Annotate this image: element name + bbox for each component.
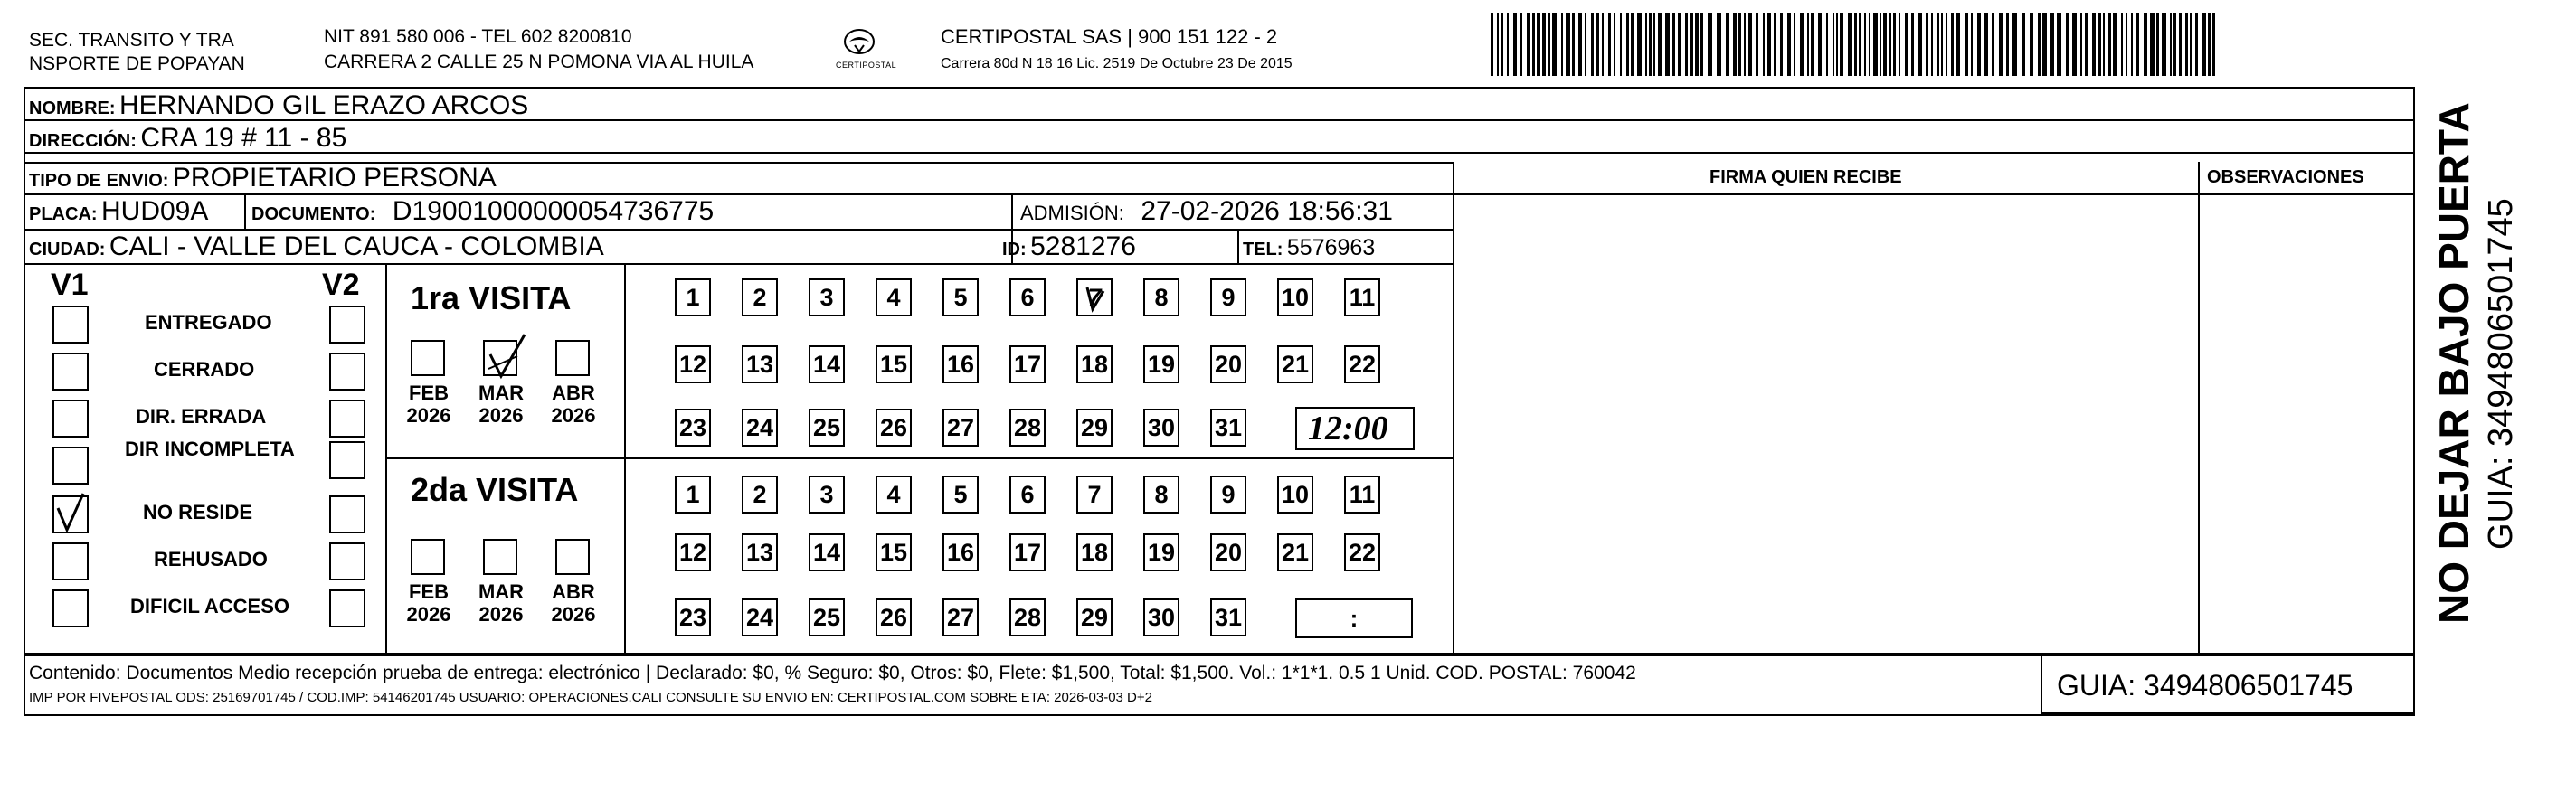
v2-checkbox-1[interactable] [329, 306, 365, 344]
visit2-day-box[interactable] [675, 533, 711, 571]
visit1-day-number: 31 [1214, 413, 1243, 441]
visit2-day-number: 25 [812, 603, 841, 631]
visit2-time-field[interactable] [1295, 598, 1413, 638]
visit2-day-box[interactable] [809, 533, 845, 571]
signature-area[interactable] [1454, 195, 2196, 651]
visit1-month-year: 2026 [478, 404, 524, 428]
visit1-day-box[interactable] [742, 278, 778, 316]
v1-label: V1 [51, 268, 89, 302]
certipostal-logo [830, 24, 897, 74]
visit1-day-box[interactable] [1344, 345, 1380, 383]
visit2-day-box[interactable] [1277, 533, 1313, 571]
visit1-day-box[interactable] [1210, 345, 1246, 383]
logo-text: CERTIPOSTAL [836, 61, 897, 70]
visit1-day-number: 14 [812, 350, 841, 378]
visit1-day-box[interactable] [809, 345, 845, 383]
plate-row [29, 198, 208, 225]
sender-line-2: NSPORTE DE POPAYAN [29, 53, 245, 74]
visit2-day-number: 5 [953, 480, 968, 508]
v1-checkbox-6[interactable] [52, 542, 89, 580]
id-label: ID: [1002, 240, 1027, 259]
visit2-day-number: 29 [1080, 603, 1109, 631]
visit2-day-box[interactable] [876, 598, 912, 636]
visit1-month-checkbox-abr[interactable] [555, 340, 590, 376]
visit1-day-number: 15 [879, 350, 908, 378]
visit2-month-checkbox-feb[interactable] [411, 539, 445, 575]
visit1-day-number: 10 [1281, 283, 1310, 311]
visit2-day-number: 2 [753, 480, 767, 508]
v1-checkbox-2[interactable] [52, 353, 89, 391]
visit2-day-box[interactable] [1210, 476, 1246, 514]
visit1-day-box[interactable] [742, 345, 778, 383]
visit1-day-box[interactable] [1277, 345, 1313, 383]
visit2-day-box[interactable] [742, 598, 778, 636]
visit2-month-label [474, 580, 528, 627]
visit1-day-box[interactable] [742, 409, 778, 447]
visit1-day-number: 4 [886, 283, 901, 311]
plate-label: PLACA: [29, 204, 98, 224]
visit2-day-number: 3 [819, 480, 834, 508]
address-label: DIRECCIÓN: [29, 131, 137, 151]
visit1-month-label [474, 382, 528, 428]
visit2-day-box[interactable] [1344, 533, 1380, 571]
visit2-day-box[interactable] [942, 598, 979, 636]
visit2-month-year: 2026 [478, 603, 524, 627]
visit1-day-box[interactable] [1210, 278, 1246, 316]
id-row [1002, 233, 1136, 260]
type-value: PROPIETARIO PERSONA [172, 163, 497, 193]
visit1-time: 12:00 [1308, 410, 1388, 448]
visit1-month-name: ABR [552, 382, 595, 404]
type-label: TIPO DE ENVIO: [29, 171, 169, 191]
visit1-day-box[interactable] [876, 278, 912, 316]
name-value: HERNANDO GIL ERAZO ARCOS [119, 90, 529, 120]
tel-row [1243, 237, 1375, 259]
visit1-day-number: 27 [946, 413, 975, 441]
visit2-day-box[interactable] [1210, 533, 1246, 571]
address-value: CRA 19 # 11 - 85 [140, 123, 347, 153]
visit1-day-number: 30 [1147, 413, 1176, 441]
visit1-day-box[interactable] [1143, 278, 1179, 316]
visit1-day-number: 12 [678, 350, 707, 378]
plate-value: HUD09A [101, 196, 209, 226]
visit1-day-box[interactable] [1009, 278, 1046, 316]
visit2-day-number: 6 [1020, 480, 1035, 508]
visit2-day-number: 12 [678, 538, 707, 566]
visit1-month-label [546, 382, 601, 428]
status-option-label: ENTREGADO [145, 311, 272, 334]
visit1-day-box[interactable] [876, 345, 912, 383]
visit1-day-box[interactable] [809, 278, 845, 316]
visit1-day-box[interactable] [942, 278, 979, 316]
admission-row [1020, 198, 1393, 225]
side-guide: GUIA: 3494806501745 [2482, 198, 2520, 550]
visit2-day-number: 13 [745, 538, 774, 566]
v2-checkbox-2[interactable] [329, 353, 365, 391]
visit2-day-number: 8 [1154, 480, 1169, 508]
signature-header: FIRMA QUIEN RECIBE [1709, 167, 1902, 187]
visit1-day-box[interactable] [1076, 409, 1113, 447]
visit1-day-check-mark [1076, 278, 1113, 316]
visit2-month-name: MAR [478, 580, 525, 603]
visit1-month-label [402, 382, 456, 428]
barcode [1491, 13, 2227, 78]
v1-checkbox-4[interactable] [52, 447, 89, 485]
visit1-day-box[interactable] [675, 409, 711, 447]
visit2-day-box[interactable] [675, 598, 711, 636]
footer-guide: GUIA: 3494806501745 [2057, 669, 2353, 702]
document-label: DOCUMENTO: [251, 204, 376, 224]
visit2-day-number: 21 [1281, 538, 1310, 566]
visit1-time-field[interactable] [1295, 407, 1415, 452]
visit1-day-number: 23 [678, 413, 707, 441]
visit1-day-box[interactable] [942, 345, 979, 383]
footer-line-1: Contenido: Documentos Medio recepción prueba de entrega: electrónico | Declarado: $0, % Seguro: $0, Otros: $0, Flete: $1,500, Total: $1,500. Vol.: 1*1*1. 0.5 1 Unid. COD. POSTAL: 760042 [29, 663, 1636, 683]
visit1-day-box[interactable] [876, 409, 912, 447]
visit2-day-number: 16 [946, 538, 975, 566]
visit1-day-number: 29 [1080, 413, 1109, 441]
sender-line-1: SEC. TRANSITO Y TRA [29, 30, 234, 51]
visit1-day-number: 11 [1349, 283, 1376, 311]
visit2-day-box[interactable] [1009, 533, 1046, 571]
status-option-label: DIFICIL ACCESO [130, 595, 290, 617]
visit1-day-number: 6 [1020, 283, 1035, 311]
visit1-day-number: 5 [953, 283, 968, 311]
visit2-day-number: 10 [1281, 480, 1310, 508]
name-label: NOMBRE: [29, 99, 116, 118]
visit2-month-checkbox-mar[interactable] [483, 539, 517, 575]
visit2-day-box[interactable] [742, 533, 778, 571]
v2-checkbox-4[interactable] [329, 441, 365, 479]
visit1-day-box[interactable] [1009, 345, 1046, 383]
visit2-day-box[interactable] [742, 476, 778, 514]
visit1-day-box[interactable] [675, 345, 711, 383]
carrier-line-1: CERTIPOSTAL SAS | 900 151 122 - 2 [941, 25, 1278, 48]
v2-checkbox-3[interactable] [329, 400, 365, 438]
visit2-month-name: ABR [552, 580, 595, 603]
visit2-day-box[interactable] [1076, 598, 1113, 636]
visit2-day-box[interactable] [942, 533, 979, 571]
visit2-day-number: 15 [879, 538, 908, 566]
visit1-month-name: FEB [409, 382, 449, 404]
visit2-day-number: 27 [946, 603, 975, 631]
visit2-month-label [402, 580, 456, 627]
nit-line-1: NIT 891 580 006 - TEL 602 8200810 [324, 26, 632, 47]
id-value: 5281276 [1030, 231, 1136, 261]
carrier-line-2: Carrera 80d N 18 16 Lic. 2519 De Octubre 23 De 2015 [941, 56, 1293, 71]
visit1-day-number: 3 [819, 283, 834, 311]
visit2-day-number: 9 [1221, 480, 1236, 508]
visit1-day-number: 21 [1281, 350, 1310, 378]
visit2-day-number: 4 [886, 480, 901, 508]
visit2-day-number: 22 [1348, 538, 1377, 566]
visit1-day-box[interactable] [1143, 409, 1179, 447]
visit1-day-number: 9 [1221, 283, 1236, 311]
visit2-day-number: 30 [1147, 603, 1176, 631]
visit2-day-number: 26 [879, 603, 908, 631]
visit2-day-box[interactable] [675, 476, 711, 514]
status-option-label: CERRADO [154, 358, 255, 381]
status-option-label: DIR. ERRADA [136, 405, 267, 428]
visit1-day-number: 13 [745, 350, 774, 378]
document-row [251, 198, 714, 225]
visit1-day-box[interactable] [1009, 409, 1046, 447]
nit-line-2: CARRERA 2 CALLE 25 N POMONA VIA AL HUILA [324, 52, 754, 72]
visit1-day-box[interactable] [1076, 345, 1113, 383]
visit1-month-year: 2026 [551, 404, 596, 428]
visit2-day-box[interactable] [809, 598, 845, 636]
visit2-day-number: 1 [686, 480, 700, 508]
visit2-day-number: 14 [812, 538, 841, 566]
visit2-day-number: 19 [1147, 538, 1176, 566]
v2-checkbox-7[interactable] [329, 589, 365, 627]
status-option-label: DIR INCOMPLETA [125, 438, 295, 460]
name-row [29, 92, 528, 119]
v2-label: V2 [322, 268, 360, 302]
visit1-day-number: 22 [1348, 350, 1377, 378]
visit2-day-number: 11 [1349, 480, 1376, 508]
visit2-day-box[interactable] [1076, 533, 1113, 571]
v1-checkbox-7[interactable] [52, 589, 89, 627]
visit1-day-number: 7 [1087, 283, 1102, 311]
visit1-day-number: 19 [1147, 350, 1176, 378]
visit2-day-box[interactable] [1143, 598, 1179, 636]
visit2-day-number: 17 [1013, 538, 1042, 566]
visit2-month-year: 2026 [551, 603, 596, 627]
footer-line-2: IMP POR FIVEPOSTAL ODS: 25169701745 / COD.IMP: 54146201745 USUARIO: OPERACIONES.CALI CONSULTE SU ENVIO EN: CERTIPOSTAL.COM SOBRE ETA: 2026-03-03 D+2 [29, 690, 1152, 705]
visit1-day-box[interactable] [1277, 278, 1313, 316]
visit2-day-number: 24 [745, 603, 774, 631]
visit2-day-number: 18 [1080, 538, 1109, 566]
visit1-day-number: 17 [1013, 350, 1042, 378]
tel-label: TEL: [1243, 240, 1283, 259]
visit2-day-box[interactable] [1143, 533, 1179, 571]
admission-value: 27-02-2026 18:56:31 [1141, 196, 1393, 226]
status-option-label: NO RESIDE [143, 501, 253, 523]
visit1-day-box[interactable] [675, 278, 711, 316]
visit1-day-box[interactable] [1143, 345, 1179, 383]
visit2-day-number: 28 [1013, 603, 1042, 631]
v2-checkbox-6[interactable] [329, 542, 365, 580]
visit1-day-number: 25 [812, 413, 841, 441]
city-label: CIUDAD: [29, 240, 106, 259]
visit1-day-number: 1 [686, 283, 700, 311]
admission-label: ADMISIÓN: [1020, 202, 1124, 224]
document-value: D19001000000054736775 [392, 196, 715, 226]
type-row [29, 165, 497, 192]
visit2-month-year: 2026 [406, 603, 451, 627]
side-text [2424, 102, 2533, 651]
visit2-time: : [1350, 604, 1359, 632]
visit1-title: 1ra VISITA [411, 279, 572, 316]
visit2-day-box[interactable] [942, 476, 979, 514]
v1-check-mark [51, 488, 96, 539]
tel-value: 5576963 [1286, 235, 1376, 260]
visit1-day-box[interactable] [809, 409, 845, 447]
visit2-day-box[interactable] [1076, 476, 1113, 514]
visit2-day-number: 7 [1087, 480, 1102, 508]
visit1-month-name: MAR [478, 382, 525, 404]
visit2-day-box[interactable] [876, 533, 912, 571]
visit2-month-name: FEB [409, 580, 449, 603]
visit1-day-number: 28 [1013, 413, 1042, 441]
visit2-day-box[interactable] [1344, 476, 1380, 514]
visit1-day-number: 2 [753, 283, 767, 311]
visit1-day-number: 24 [745, 413, 774, 441]
observations-area[interactable] [2200, 195, 2413, 651]
visit2-day-number: 20 [1214, 538, 1243, 566]
visit1-month-checkbox-feb[interactable] [411, 340, 445, 376]
visit1-day-number: 18 [1080, 350, 1109, 378]
visit1-month-year: 2026 [406, 404, 451, 428]
visit1-day-number: 16 [946, 350, 975, 378]
visit2-day-box[interactable] [1210, 598, 1246, 636]
visit1-day-box[interactable] [1344, 278, 1380, 316]
visit2-day-number: 23 [678, 603, 707, 631]
visit1-day-number: 26 [879, 413, 908, 441]
visit1-day-box[interactable] [1210, 409, 1246, 447]
visit2-day-number: 31 [1214, 603, 1243, 631]
address-row [29, 125, 346, 152]
visit2-day-box[interactable] [1009, 476, 1046, 514]
visit2-day-box[interactable] [1143, 476, 1179, 514]
visit2-day-box[interactable] [809, 476, 845, 514]
visit2-day-box[interactable] [1009, 598, 1046, 636]
visit2-title: 2da VISITA [411, 471, 579, 508]
city-row [29, 233, 604, 260]
v1-checkbox-1[interactable] [52, 306, 89, 344]
visit2-day-box[interactable] [1277, 476, 1313, 514]
side-warning: NO DEJAR BAJO PUERTA [2430, 102, 2477, 624]
visit1-day-number: 8 [1154, 283, 1169, 311]
observations-header: OBSERVACIONES [2207, 167, 2364, 187]
visit2-month-label [546, 580, 601, 627]
visit2-month-checkbox-abr[interactable] [555, 539, 590, 575]
city-value: CALI - VALLE DEL CAUCA - COLOMBIA [109, 231, 604, 261]
visit1-month-check-mark [481, 331, 530, 380]
visit1-day-box[interactable] [942, 409, 979, 447]
visit1-day-number: 20 [1214, 350, 1243, 378]
visit2-day-box[interactable] [876, 476, 912, 514]
status-option-label: REHUSADO [154, 548, 268, 570]
v1-checkbox-3[interactable] [52, 400, 89, 438]
v2-checkbox-5[interactable] [329, 495, 365, 533]
